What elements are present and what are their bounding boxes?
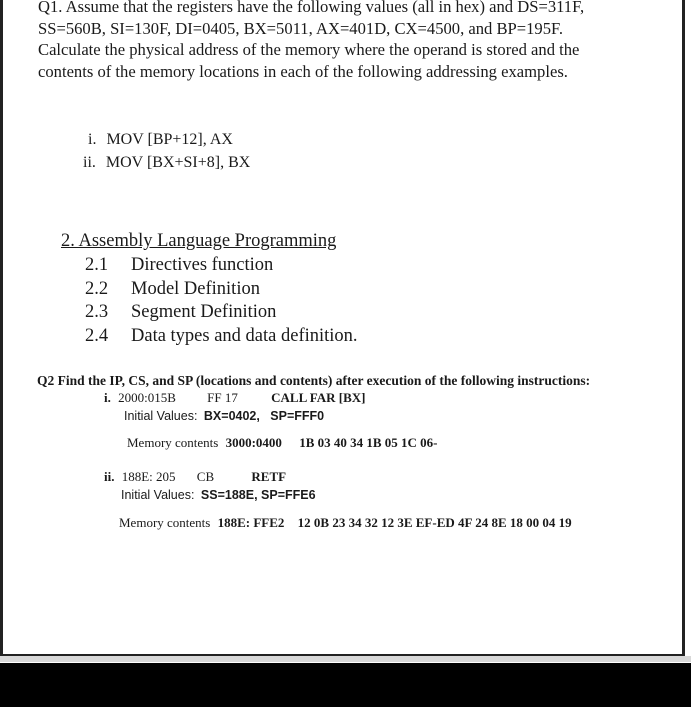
q1-line-3: Calculate the physical address of the memory where the operand is stored and the	[38, 40, 580, 59]
q1-item-1-num: i.	[88, 131, 97, 148]
q2-part2-instruction	[104, 469, 286, 485]
q1-line-4: contents of the memory locations in each of the following addressing examples.	[38, 61, 568, 81]
page-bottom-edge	[0, 656, 691, 662]
q1-item-2-num: ii.	[83, 154, 96, 171]
q2-part2-addr: 188E: 205	[121, 469, 176, 484]
section-2-item-text: Model Definition	[131, 279, 260, 299]
q2-part1-num: i.	[104, 390, 111, 405]
q2-part2-init-values: SS=188E, SP=FFE6	[200, 488, 316, 502]
section-2-item-num: 2.4	[85, 326, 109, 346]
section-2-title: 2. Assembly Language Programming	[61, 231, 337, 251]
q2-part1-init-values: BX=0402, SP=FFF0	[203, 409, 325, 423]
q1-item-2	[83, 154, 250, 172]
q2-part2-initial-values	[121, 488, 316, 502]
section-2-item	[85, 255, 273, 276]
q2-part1-mem-label: Memory contents	[127, 435, 219, 450]
q2-part1-code: FF 17	[207, 390, 238, 405]
q2-part1-addr: 2000:015B	[118, 390, 176, 405]
q2-part2-num: ii.	[104, 469, 115, 484]
section-2-item	[85, 279, 260, 300]
q1-line-2: SS=560B, SI=130F, DI=0405, BX=5011, AX=401D, CX=4500, and BP=195F.	[38, 18, 564, 38]
section-2-item-text: Segment Definition	[131, 302, 277, 322]
q1-item-1	[88, 131, 233, 149]
q1-line-1: Q1. Assume that the registers have the following values (all in hex) and DS=311F,	[38, 0, 585, 16]
q2-part1-instr: CALL FAR [BX]	[271, 390, 366, 405]
q1-item-1-text: MOV [BP+12], AX	[106, 131, 233, 148]
q2-part1-init-label: Initial Values:	[124, 409, 198, 423]
section-2-item	[85, 326, 358, 347]
q2-part2-memory	[119, 515, 572, 531]
q2-part2-mem-addr: 188E: FFE2	[217, 515, 285, 530]
section-2-item-num: 2.3	[85, 302, 109, 322]
q2-part2-code: CB	[196, 469, 215, 484]
bottom-black-band	[0, 663, 691, 707]
q1-item-2-text: MOV [BX+SI+8], BX	[105, 154, 251, 171]
q2-part1-mem-addr: 3000:0400	[225, 435, 282, 450]
section-2-item	[85, 302, 276, 323]
q1-paragraph	[38, 0, 668, 82]
q2-part2-mem-label: Memory contents	[119, 515, 211, 530]
section-2-item-text: Data types and data definition.	[131, 326, 358, 346]
q2-part1-instruction	[104, 390, 366, 406]
q2-part2-mem-bytes: 12 0B 23 34 32 12 3E EF-ED 4F 24 8E 18 00 04 19	[297, 515, 572, 530]
q2-part1-mem-bytes: 1B 03 40 34 1B 05 1C 06-	[299, 435, 438, 450]
section-2-item-text: Directives function	[131, 255, 274, 275]
q2-part1-initial-values	[124, 409, 324, 423]
q2-part2-init-label: Initial Values:	[121, 488, 195, 502]
section-2-item-num: 2.1	[85, 255, 109, 275]
q2-part1-memory	[127, 435, 438, 451]
q2-part2-instr: RETF	[251, 469, 287, 484]
q2-title: Q2 Find the IP, CS, and SP (locations and contents) after execution of the following instructions:	[37, 373, 591, 388]
section-2-item-num: 2.2	[85, 279, 109, 299]
